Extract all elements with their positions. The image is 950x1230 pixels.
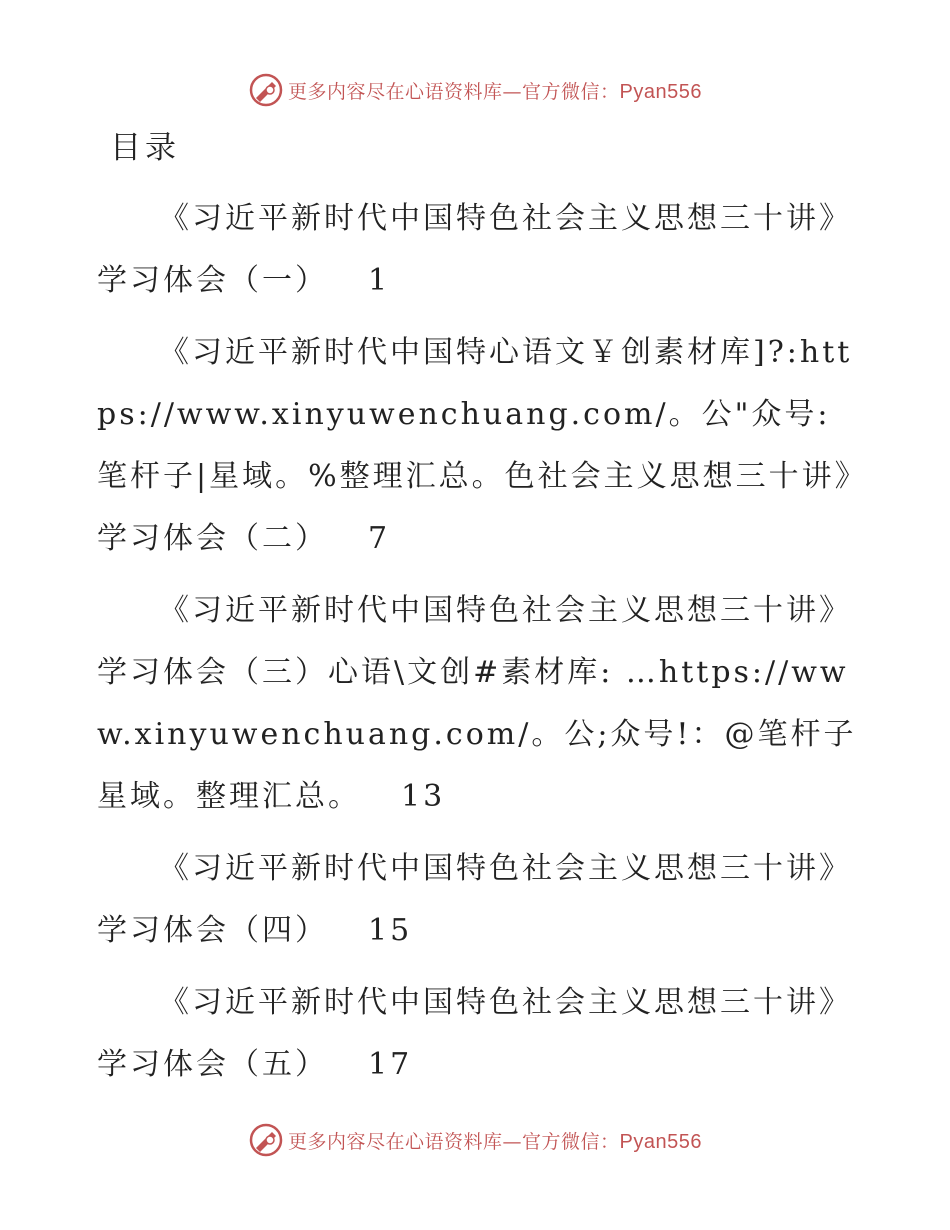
toc-entry[interactable] (97, 972, 857, 1096)
pen-logo-icon (248, 1122, 284, 1158)
banner-text: 更多内容尽在心语资料库—官方微信： (288, 80, 620, 103)
header-banner (0, 70, 950, 110)
toc-entry-text: 《习近平新时代中国特色社会主义思想三十讲》学习体会（三）心语\文创#素材库: …https://www.xinyuwenchuang.com/。公;众号!：@笔杆子星域。整理汇总。 (97, 593, 857, 814)
toc-title: 目录 (110, 130, 180, 166)
banner-text: 更多内容尽在心语资料库—官方微信： (288, 1130, 620, 1153)
toc-entry-text: 《习近平新时代中国特色社会主义思想三十讲》学习体会（四） (97, 851, 852, 948)
toc-entry-page: 13 (401, 779, 446, 814)
toc-entry[interactable] (97, 838, 857, 962)
banner-handle: Pyan556 (619, 1130, 702, 1153)
toc-entry-text: 《习近平新时代中国特心语文￥创素材库]?:https://www.xinyuwenchuang.com/。公"众号: 笔杆子|星域。%整理汇总。色社会主义思想三十讲》学习体会（二） (97, 335, 853, 556)
toc-list (97, 188, 857, 1106)
banner-handle: Pyan556 (619, 80, 702, 103)
toc-entry-page: 17 (368, 1047, 413, 1082)
toc-entry-text: 《习近平新时代中国特色社会主义思想三十讲》学习体会（一） (97, 201, 852, 298)
toc-entry-page: 7 (368, 521, 391, 556)
footer-banner (0, 1120, 950, 1160)
toc-entry-page: 1 (368, 263, 391, 298)
toc-entry-text: 《习近平新时代中国特色社会主义思想三十讲》学习体会（五） (97, 985, 852, 1082)
toc-entry[interactable] (97, 580, 857, 828)
toc-entry-page: 15 (368, 913, 413, 948)
toc-entry[interactable] (97, 188, 857, 312)
pen-logo-icon (248, 72, 284, 108)
toc-entry[interactable] (97, 322, 857, 570)
